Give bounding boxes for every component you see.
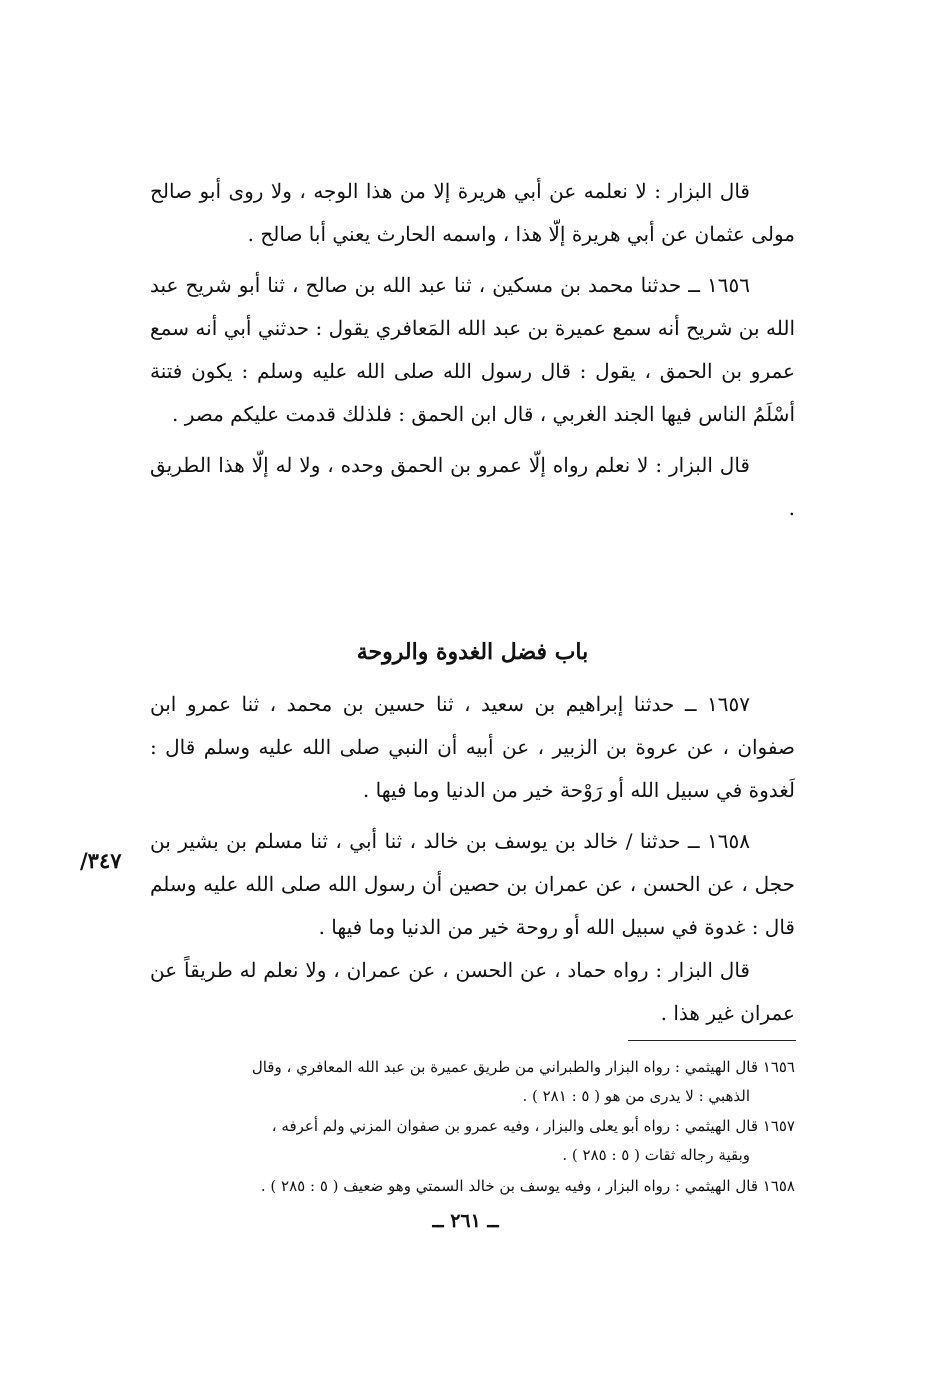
footnote-1657-line2: وبقية رجاله ثقات ( ٥ : ٢٨٥ ) . (562, 1146, 750, 1164)
chapter-title: باب فضل الغدوة والروحة (356, 639, 589, 665)
page-number: ــ ٢٦١ ــ (432, 1210, 499, 1232)
comment-1656: قال البزار : لا نعلم رواه إلّا عمرو بن الحمق وحده ، ولا له إلّا هذا الطريق . (150, 453, 795, 520)
main-text-top (150, 170, 795, 530)
footnote-1656 (150, 1053, 795, 1111)
footnote-1657-line1: ١٦٥٧ قال الهيثمي : رواه أبو يعلى والبزار ، وفيه عمرو بن صفوان المزني ولم أعرفه ، (271, 1117, 795, 1135)
footnote-1656-line1: ١٦٥٦ قال الهيثمي : رواه البزار والطبراني من طريق عميرة بن عبد الله المعافري ، وقال (251, 1058, 795, 1076)
footnote-1656-line2: الذهبي : لا يدرى من هو ( ٥ : ٢٨١ ) . (522, 1087, 750, 1105)
manuscript-folio-note: ٣٤٧/ (80, 848, 122, 873)
footnote-1657 (150, 1112, 795, 1170)
main-text-bottom (150, 683, 795, 1035)
paragraph-bazzar-comment: قال البزار : لا نعلمه عن أبي هريرة إلا من هذا الوجه ، ولا روى أبو صالح مولى عثمان عن أبي هريرة إلّا هذا ، واسمه الحارث يعني أبا صالح . (150, 179, 795, 246)
comment-1658: قال البزار : رواه حماد ، عن الحسن ، عن عمران ، ولا نعلم له طريقاً عن عمران غير هذا . (150, 958, 795, 1025)
footnote-1658: ١٦٥٨ قال الهيثمي : رواه البزار ، وفيه يوسف بن خالد السمتي وهو ضعيف ( ٥ : ٢٨٥ ) . (260, 1177, 795, 1195)
hadith-1658: ١٦٥٨ ــ حدثنا / خالد بن يوسف بن خالد ، ثنا أبي ، ثنا مسلم بن بشير بن حجل ، عن الحسن ، عن عمران بن حصين أن رسول الله صلى الله عليه وسلم قال : غدوة في سبيل الله أو روحة خير من الدنيا وما فيها . (150, 829, 795, 939)
hadith-1657: ١٦٥٧ ــ حدثنا إبراهيم بن سعيد ، ثنا حسين بن محمد ، ثنا عمرو ابن صفوان ، عن عروة بن الزبير ، عن أبيه أن النبي صلى الله عليه وسلم قال : لَغدوة في سبيل الله أو رَوْحة خير من الدنيا وما فيها . (150, 692, 795, 802)
footnote-divider (628, 1040, 796, 1041)
hadith-1656: ١٦٥٦ ــ حدثنا محمد بن مسكين ، ثنا عبد الله بن صالح ، ثنا أبو شريح عبد الله بن شريح أنه سمع عميرة بن عبد الله المَعافري يقول : حدثني أبي أنه سمع عمرو بن الحمق ، يقول : قال رسول الله صلى الله عليه وسلم : يكون فتنة أسْلَمُ الناس فيها الجند الغربي ، قال ابن الحمق : فلذلك قدمت عليكم مصر . (150, 273, 795, 426)
